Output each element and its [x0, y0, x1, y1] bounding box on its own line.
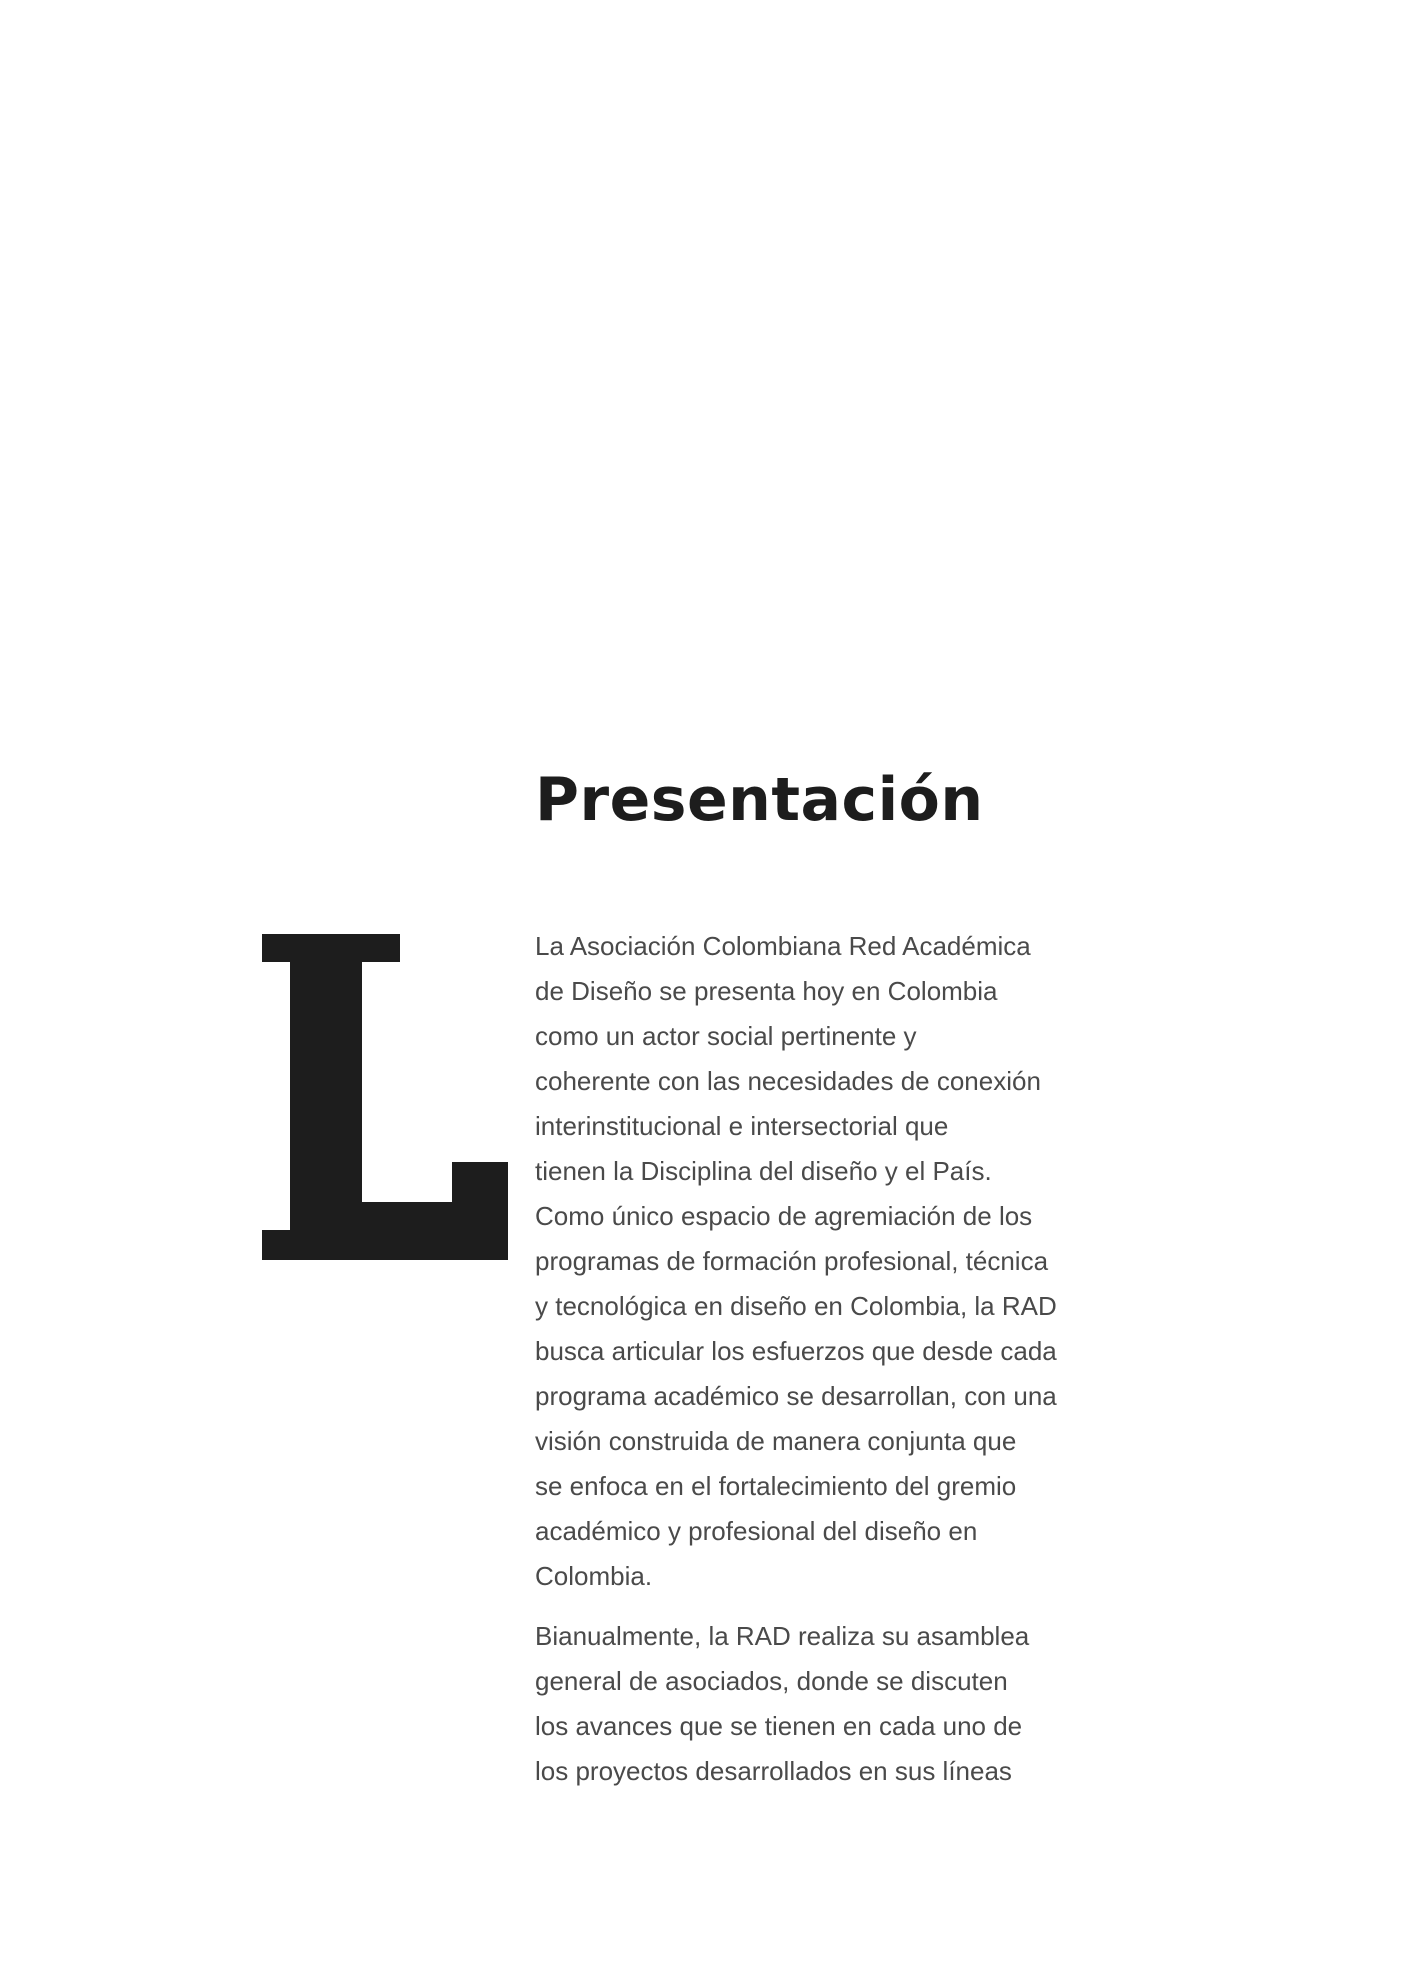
paragraph-line: La Asociación Colombiana Red Académica [535, 931, 1031, 961]
page-title: Presentación [535, 765, 984, 835]
paragraph-line: los avances que se tienen en cada uno de [535, 1711, 1023, 1741]
paragraph-line: se enfoca en el fortalecimiento del gremio [535, 1471, 1017, 1501]
paragraph-1 [535, 924, 1105, 1599]
paragraph-line: visión construida de manera conjunta que [535, 1426, 1017, 1456]
paragraph-line: programas de formación profesional, técnica [535, 1246, 1049, 1276]
paragraph-line: programa académico se desarrollan, con una [535, 1381, 1057, 1411]
paragraph-line: los proyectos desarrollados en sus líneas [535, 1756, 1012, 1786]
paragraph-line: busca articular los esfuerzos que desde cada [535, 1336, 1057, 1366]
paragraph-line: coherente con las necesidades de conexión [535, 1066, 1041, 1096]
paragraph-line: de Diseño se presenta hoy en Colombia [535, 976, 998, 1006]
paragraph-line: Colombia. [535, 1561, 653, 1591]
paragraph-line: como un actor social pertinente y [535, 1021, 917, 1051]
paragraph-line: interinstitucional e intersectorial que [535, 1111, 949, 1141]
paragraph-2 [535, 1614, 1105, 1794]
paragraph-line: y tecnológica en diseño en Colombia, la RAD [535, 1291, 1057, 1321]
paragraph-line: Bianualmente, la RAD realiza su asamblea [535, 1621, 1030, 1651]
paragraph-line: tienen la Disciplina del diseño y el País. [535, 1156, 992, 1186]
drop-cap-letter-l [262, 934, 508, 1260]
paragraph-line: Como único espacio de agremiación de los [535, 1201, 1033, 1231]
paragraph-line: general de asociados, donde se discuten [535, 1666, 1008, 1696]
drop-cap-glyph [262, 934, 508, 1260]
paragraph-line: académico y profesional del diseño en [535, 1516, 978, 1546]
